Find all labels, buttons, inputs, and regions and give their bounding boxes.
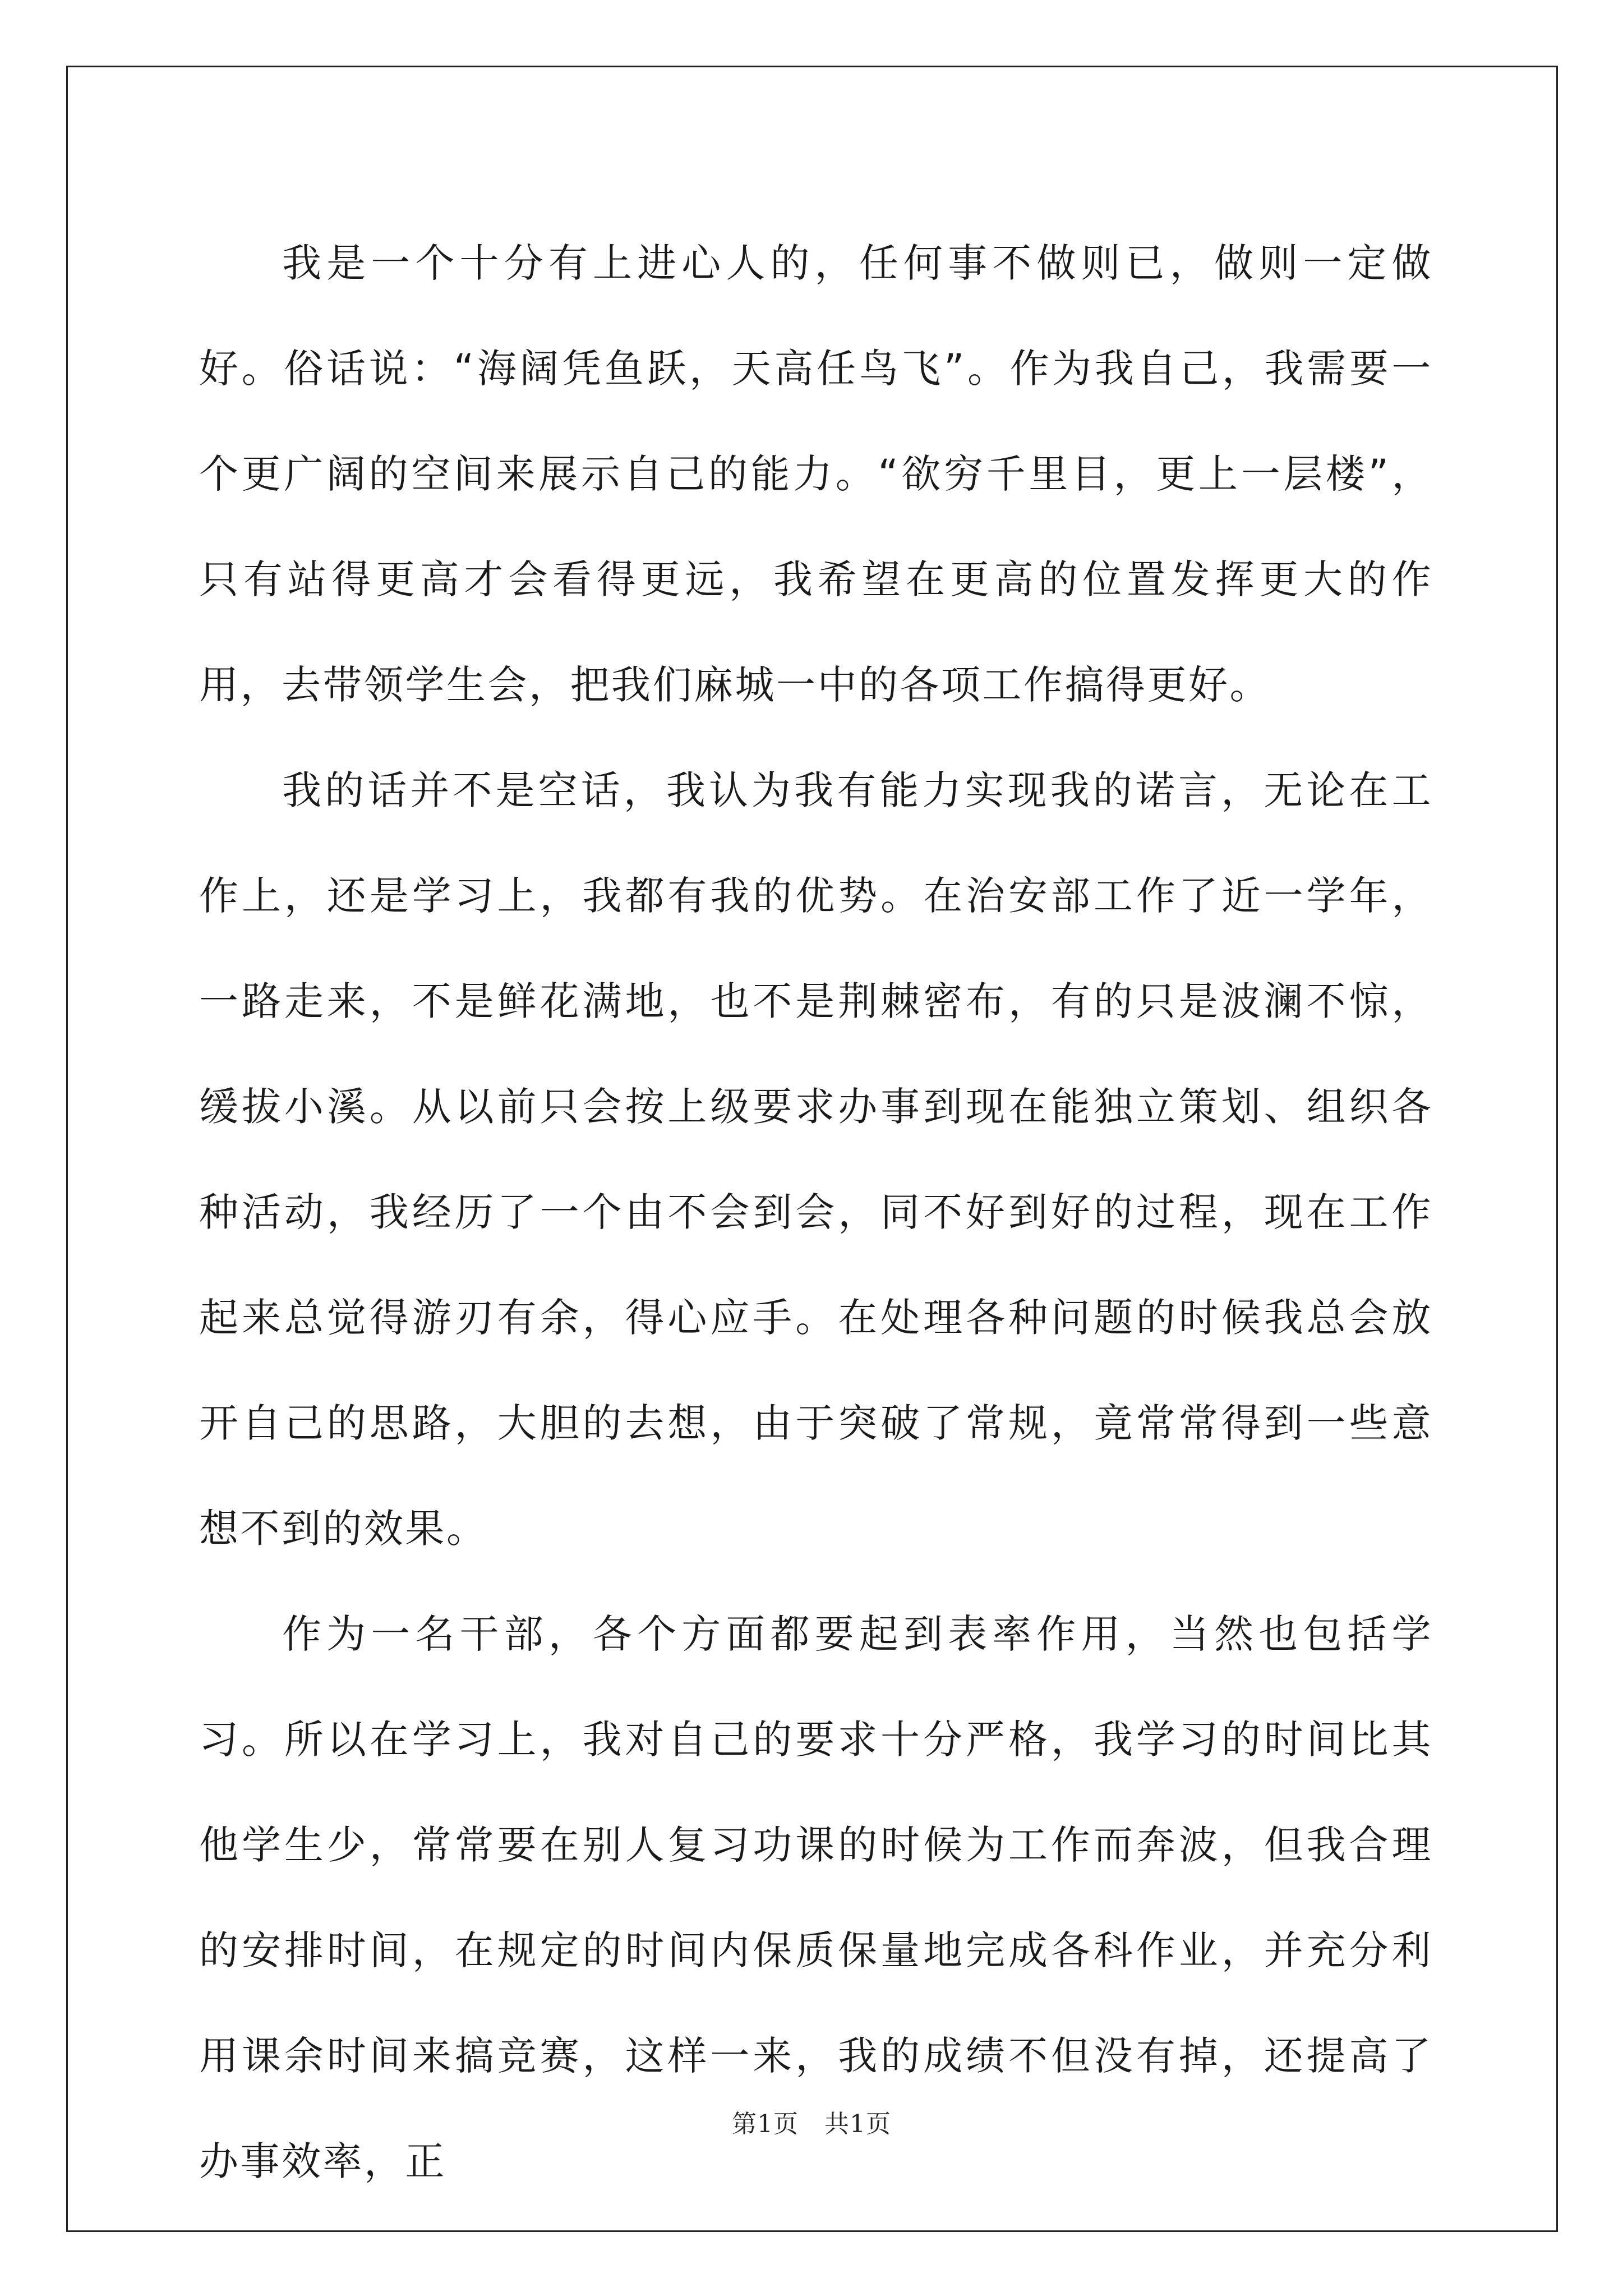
document-body <box>199 210 1433 2214</box>
page-footer <box>0 2104 1623 2139</box>
paragraph-3: 作为一名干部，各个方面都要起到表率作用，当然也包括学习。所以在学习上，我对自己的要求十分严格，我学习的时间比其他学生少，常常要在别人复习功课的时候为工作而奔波，但我合理的安排时间，在规定的时间内保质保量地完成各科作业，并充分利用课余时间来搞竞赛，这样一来，我的成绩不但没有掉，还提高了办事效率，正 <box>199 1611 1433 2184</box>
paragraph-1: 我是一个十分有上进心人的，任何事不做则已，做则一定做好。俗话说：“海阔凭鱼跃，天高任鸟飞”。作为我自己，我需要一个更广阔的空间来展示自己的能力。“欲穷千里目，更上一层楼”，只有站得更高才会看得更远，我希望在更高的位置发挥更大的作用，去带领学生会，把我们麻城一中的各项工作搞得更好。 <box>199 240 1433 708</box>
page-number: 第1页 <box>732 2110 799 2138</box>
paragraph-2: 我的话并不是空话，我认为我有能力实现我的诺言，无论在工作上，还是学习上，我都有我的优势。在治安部工作了近一学年，一路走来，不是鲜花满地，也不是荆棘密布，有的只是波澜不惊，缓拔小溪。从以前只会按上级要求办事到现在能独立策划、组织各种活动，我经历了一个由不会到会，同不好到好的过程，现在工作起来总觉得游刃有余，得心应手。在处理各种问题的时候我总会放开自己的思路，大胆的去想，由于突破了常规，竟常常得到一些意想不到的效果。 <box>199 767 1433 1552</box>
total-pages: 共1页 <box>824 2110 891 2138</box>
